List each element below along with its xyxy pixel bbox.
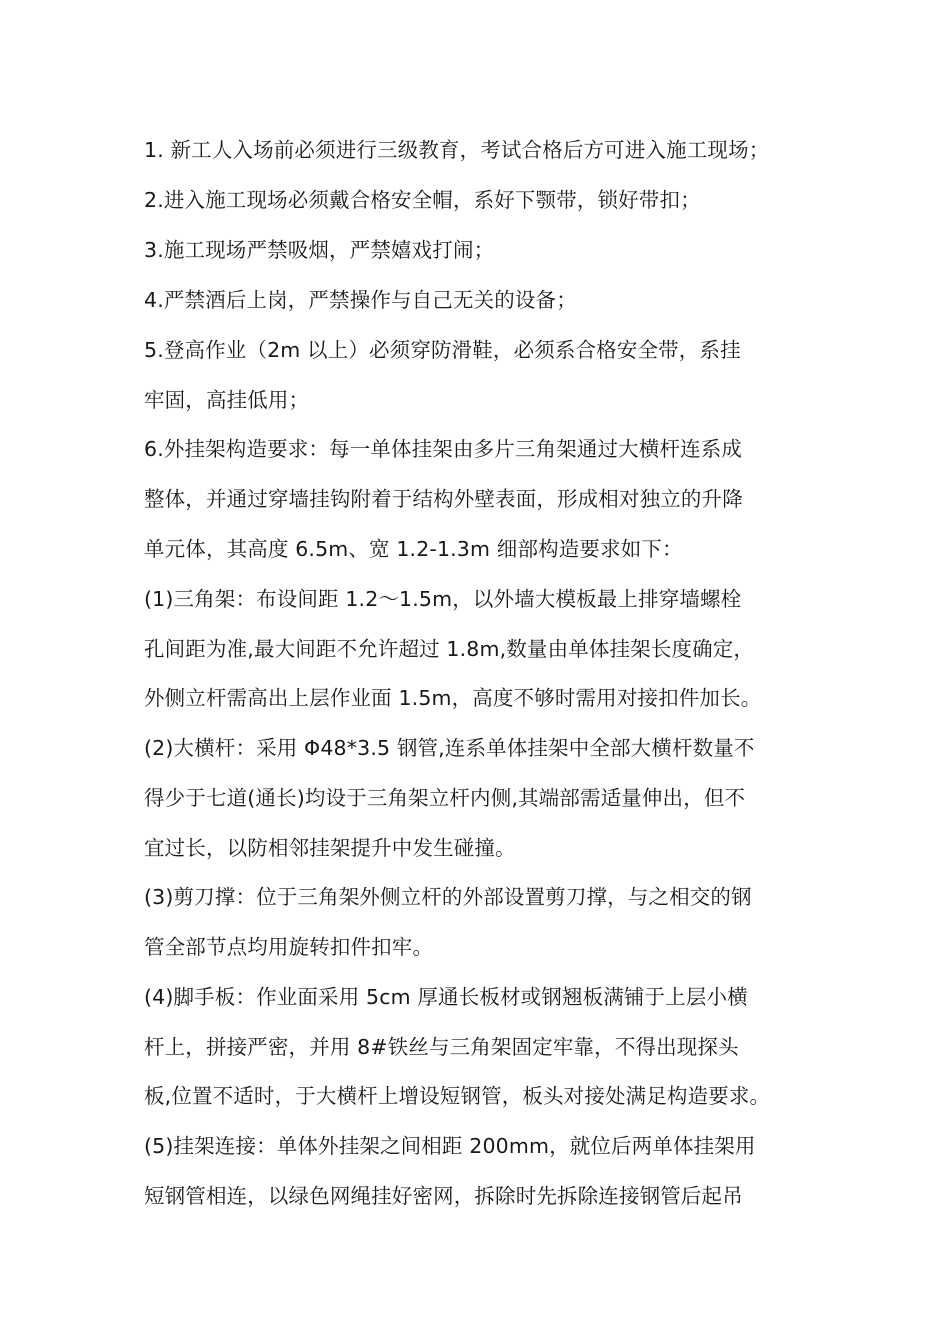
text-line-19: 杆上，拼接严密，并用 8#铁丝与三角架固定牢靠，不得出现探头	[144, 1035, 739, 1059]
text-line-3: 3.施工现场严禁吸烟，严禁嬉戏打闹；	[144, 238, 495, 262]
text-line-1: 1. 新工人入场前必须进行三级教育，考试合格后方可进入施工现场；	[144, 138, 770, 162]
text-line-12: 外侧立杆需高出上层作业面 1.5m，高度不够时需用对接扣件加长。	[144, 686, 762, 710]
text-line-20: 板,位置不适时，于大横杆上增设短钢管，板头对接处满足构造要求。	[144, 1084, 771, 1108]
text-line-8: 整体，并通过穿墙挂钩附着于结构外壁表面，形成相对独立的升降	[144, 487, 743, 511]
text-line-11: 孔间距为准,最大间距不允许超过 1.8m,数量由单体挂架长度确定，	[144, 637, 755, 661]
text-line-2: 2.进入施工现场必须戴合格安全帽，系好下颚带，锁好带扣；	[144, 188, 701, 212]
text-line-6: 牢固，高挂低用；	[144, 388, 310, 412]
text-line-21: (5)挂架连接：单体外挂架之间相距 200mm，就位后两单体挂架用	[144, 1134, 756, 1158]
text-line-7: 6.外挂架构造要求：每一单体挂架由多片三角架通过大横杆连系成	[144, 437, 743, 461]
text-line-13: (2)大横杆：采用 Φ48*3.5 钢管,连系单体挂架中全部大横杆数量不	[144, 736, 755, 760]
text-line-5: 5.登高作业（2m 以上）必须穿防滑鞋，必须系合格安全带，系挂	[144, 338, 741, 362]
text-line-9: 单元体，其高度 6.5m、宽 1.2-1.3m 细部构造要求如下：	[144, 537, 683, 561]
text-line-22: 短钢管相连，以绿色网绳挂好密网，拆除时先拆除连接钢管后起吊	[144, 1184, 743, 1208]
text-line-16: (3)剪刀撑：位于三角架外侧立杆的外部设置剪刀撑，与之相交的钢	[144, 885, 752, 909]
text-line-18: (4)脚手板：作业面采用 5cm 厚通长板材或钢翘板满铺于上层小横	[144, 985, 748, 1009]
text-line-15: 宜过长，以防相邻挂架提升中发生碰撞。	[144, 836, 516, 860]
text-line-14: 得少于七道(通长)均设于三角架立杆内侧,其端部需适量伸出，但不	[144, 786, 746, 810]
text-line-10: (1)三角架：布设间距 1.2～1.5m，以外墙大模板最上排穿墙螺栓	[144, 587, 742, 611]
text-line-17: 管全部节点均用旋转扣件扣牢。	[144, 935, 434, 959]
text-line-4: 4.严禁酒后上岗，严禁操作与自己无关的设备；	[144, 288, 577, 312]
